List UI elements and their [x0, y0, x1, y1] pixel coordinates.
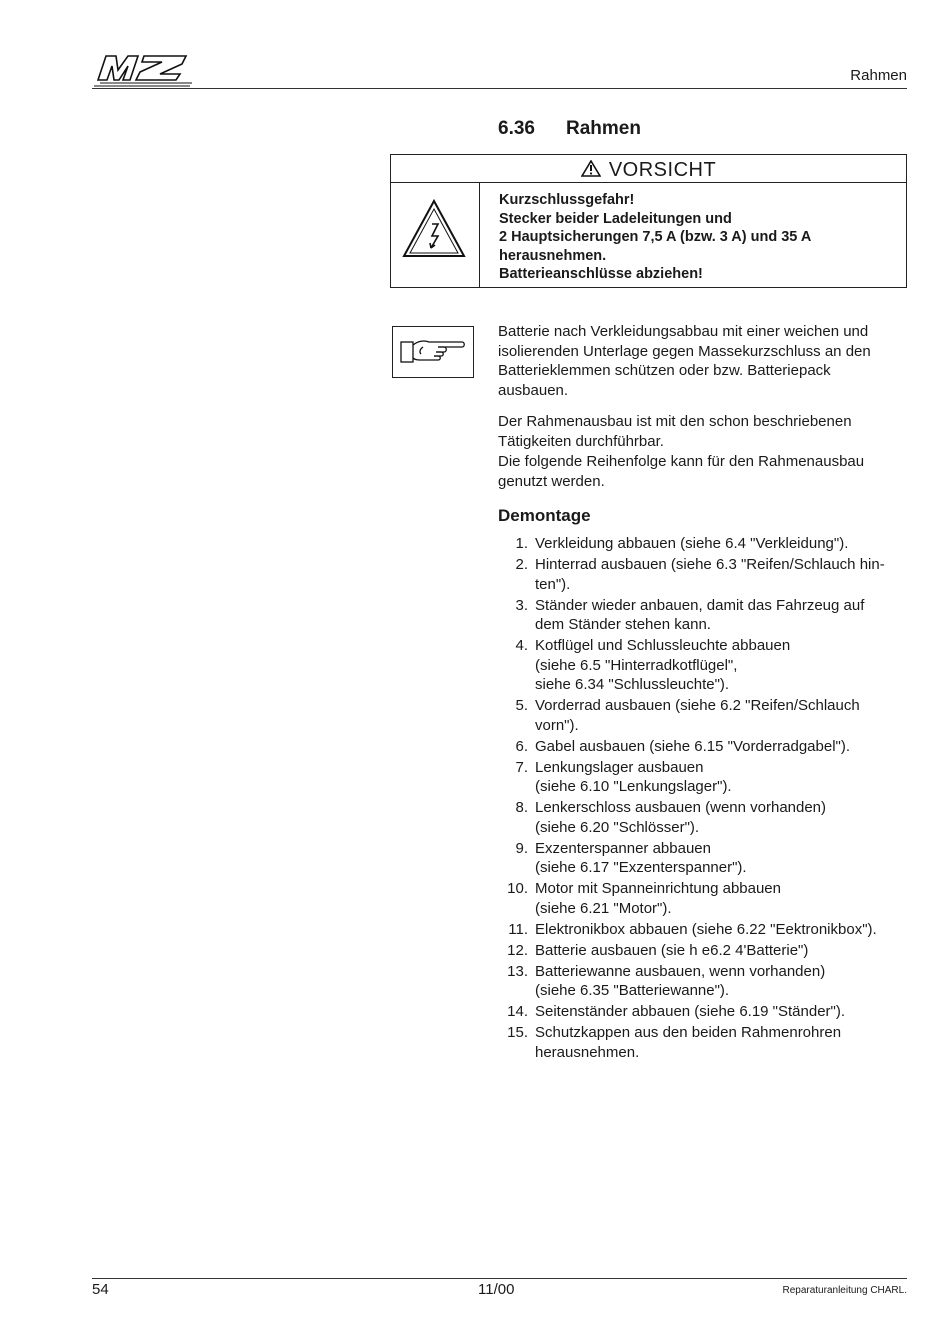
note-line: isolierenden Unterlage gegen Massekurzschluss an den — [498, 342, 871, 360]
intro-paragraph — [498, 412, 903, 451]
caution-line: Batterieanschlüsse abziehen! — [499, 266, 703, 282]
step-item — [498, 636, 910, 695]
step-text — [535, 920, 910, 940]
section-number: 6.36 — [498, 118, 535, 139]
step-text — [535, 798, 910, 837]
intro-paragraph-2 — [498, 452, 903, 491]
step-number: 3. — [515, 596, 528, 614]
step-line: (siehe 6.17 "Exzenterspanner"). — [535, 859, 747, 876]
intro-line: Tätigkeiten durchführbar. — [498, 432, 664, 450]
step-line: Kotflügel und Schlussleuchte abbauen — [535, 637, 791, 654]
step-text — [535, 758, 910, 797]
step-number: 7. — [515, 758, 528, 776]
step-number: 12. — [507, 941, 528, 959]
intro-line: Der Rahmenausbau ist mit den schon beschriebenen — [498, 413, 852, 430]
header-rule — [92, 88, 907, 89]
step-line: (siehe 6.21 "Motor"). — [535, 899, 672, 917]
step-text — [535, 555, 910, 594]
step-line: herausnehmen. — [535, 1043, 640, 1061]
caution-line: 2 Hauptsicherungen 7,5 A (bzw. 3 A) und 35 A — [499, 229, 812, 245]
note-icon-box — [392, 326, 474, 378]
step-line: dem Ständer stehen kann. — [535, 616, 711, 633]
demontage-heading: Demontage — [498, 506, 591, 525]
step-text — [535, 534, 910, 554]
step-item — [498, 1002, 910, 1022]
intro-line: genutzt werden. — [498, 472, 605, 490]
caution-text — [499, 191, 811, 284]
step-text — [535, 737, 910, 757]
step-line: Batterie ausbauen (sie h e6.2 4'Batterie") — [535, 941, 809, 959]
step-number: 9. — [515, 839, 528, 857]
step-number: 15. — [507, 1024, 528, 1041]
mz-logo — [92, 50, 200, 88]
document-title: Reparaturanleitung CHARL. — [782, 1285, 907, 1296]
caution-icon-cell — [391, 182, 480, 287]
step-text — [535, 839, 910, 878]
step-item — [498, 879, 910, 918]
note-line: ausbauen. — [498, 381, 569, 399]
intro-line: Die folgende Reihenfolge kann für den Rahmenausbau — [498, 453, 865, 470]
step-number: 1. — [515, 535, 528, 552]
step-line: Lenkerschloss ausbauen (wenn vorhanden) — [535, 799, 827, 816]
step-line: Vorderrad ausbauen (siehe 6.2 "Reifen/Schlauch — [535, 697, 860, 714]
note-line: Batterie nach Verkleidungsabbau mit einer weichen und — [498, 323, 869, 340]
step-number: 8. — [515, 799, 528, 816]
step-item — [498, 1023, 910, 1062]
caution-heading-text: VORSICHT — [608, 159, 717, 181]
step-number: 14. — [507, 1003, 528, 1020]
step-line: vorn"). — [535, 716, 579, 734]
step-text — [535, 879, 910, 918]
step-line: Verkleidung abbauen (siehe 6.4 "Verkleidung"). — [535, 535, 849, 552]
edition-date: 11/00 — [478, 1281, 515, 1298]
step-item — [498, 555, 910, 594]
step-line: (siehe 6.20 "Schlösser"). — [535, 818, 700, 836]
step-text — [535, 1002, 910, 1022]
step-text — [535, 1023, 910, 1062]
step-line: Motor mit Spanneinrichtung abbauen — [535, 880, 781, 897]
step-line: Hinterrad ausbauen (siehe 6.3 "Reifen/Schlauch hin- — [535, 556, 885, 573]
step-line: (siehe 6.35 "Batteriewanne"). — [535, 982, 730, 999]
step-line: Batteriewanne ausbauen, wenn vorhanden) — [535, 962, 826, 980]
step-item — [498, 920, 910, 940]
caution-line: herausnehmen. — [499, 247, 607, 264]
step-number: 13. — [507, 962, 528, 980]
step-text — [535, 696, 910, 735]
high-voltage-icon — [401, 198, 467, 260]
step-text — [535, 941, 910, 961]
caution-box — [390, 154, 907, 288]
step-line: Gabel ausbauen (siehe 6.15 "Vorderradgabel"). — [535, 737, 851, 755]
footer-rule — [92, 1278, 907, 1279]
step-line: Ständer wieder anbauen, damit das Fahrzeug auf — [535, 596, 865, 614]
pointing-hand-icon — [398, 335, 468, 369]
step-item — [498, 962, 910, 1001]
demontage-steps — [498, 534, 910, 1064]
section-title — [498, 118, 641, 140]
step-line: Exzenterspanner abbauen — [535, 839, 711, 857]
step-number: 10. — [507, 880, 528, 897]
step-line: (siehe 6.10 "Lenkungslager"). — [535, 778, 732, 795]
step-number: 11. — [508, 920, 528, 938]
step-line: Elektronikbox abbauen (siehe 6.22 "Eektronikbox"). — [535, 920, 877, 938]
step-item — [498, 758, 910, 797]
note-paragraph — [498, 322, 903, 400]
mz-logo-graphic — [92, 50, 200, 88]
page-number: 54 — [92, 1281, 109, 1298]
step-item — [498, 798, 910, 837]
running-header: Rahmen — [850, 67, 907, 84]
step-text — [535, 962, 910, 1001]
step-line: ten"). — [535, 575, 571, 593]
step-line: siehe 6.34 "Schlussleuchte"). — [535, 676, 730, 693]
step-line: Seitenständer abbauen (siehe 6.19 "Ständer"). — [535, 1003, 846, 1020]
step-item — [498, 596, 910, 635]
caution-line: Stecker beider Ladeleitungen und — [499, 210, 732, 227]
step-text — [535, 596, 910, 635]
caution-line: Kurzschlussgefahr! — [499, 192, 635, 208]
caution-heading — [391, 155, 906, 183]
section-title-text: Rahmen — [566, 118, 641, 139]
step-item — [498, 839, 910, 878]
step-item — [498, 737, 910, 757]
step-line: (siehe 6.5 "Hinterradkotflügel", — [535, 656, 738, 674]
step-item — [498, 534, 910, 554]
note-line: Batterieklemmen schützen oder bzw. Batteriepack — [498, 362, 831, 379]
step-number: 5. — [515, 697, 528, 714]
step-number: 6. — [515, 737, 528, 755]
step-line: Schutzkappen aus den beiden Rahmenrohren — [535, 1024, 842, 1041]
warning-triangle-icon — [581, 160, 601, 177]
step-text — [535, 636, 910, 695]
step-number: 2. — [515, 556, 528, 573]
step-number: 4. — [515, 637, 528, 654]
step-item — [498, 696, 910, 735]
step-line: Lenkungslager ausbauen — [535, 758, 704, 776]
step-item — [498, 941, 910, 961]
